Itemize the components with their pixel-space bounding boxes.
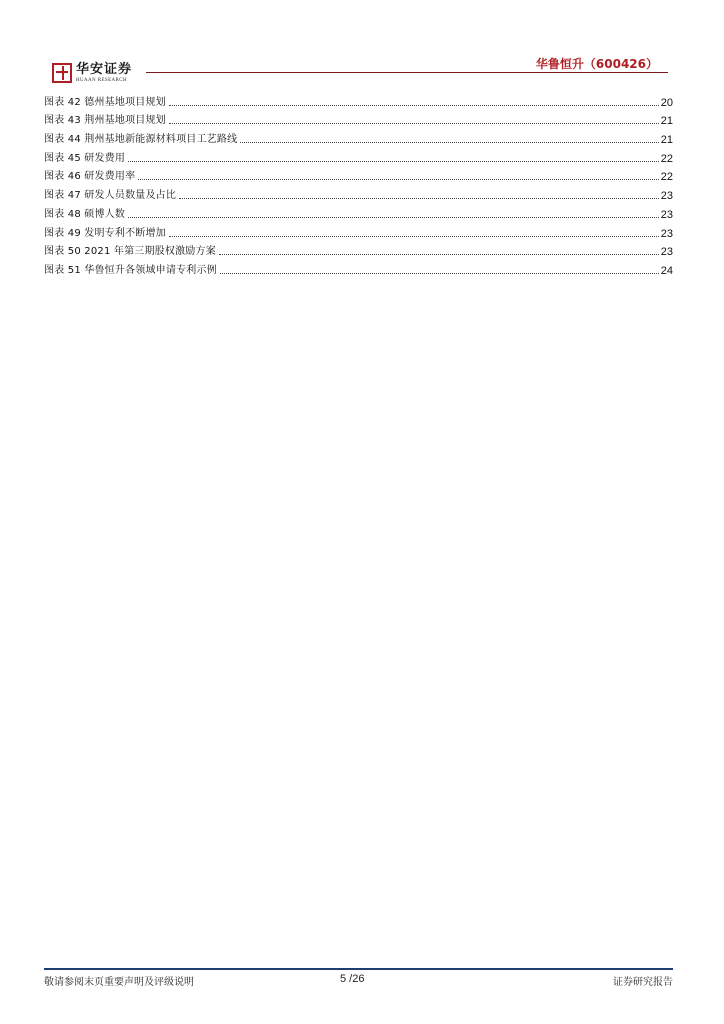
toc-label: 图表 44 荆州基地新能源材料项目工艺路线 <box>44 134 238 146</box>
figure-list <box>44 90 673 277</box>
logo-seal-icon <box>52 63 72 83</box>
toc-page: 22 <box>660 152 673 165</box>
page-footer <box>44 973 673 989</box>
toc-leader <box>219 253 659 255</box>
header-divider <box>146 72 668 73</box>
toc-page: 22 <box>660 171 673 184</box>
toc-row[interactable] <box>44 109 673 128</box>
logo-name-en: HUAAN RESEARCH <box>76 78 128 83</box>
toc-leader <box>128 216 659 218</box>
toc-row[interactable] <box>44 202 673 221</box>
toc-leader <box>240 141 658 143</box>
company-stock-code: 华鲁恒升（600426） <box>535 57 658 71</box>
toc-leader <box>169 122 659 124</box>
footer-disclaimer: 敬请参阅末页重要声明及评级说明 <box>44 977 194 988</box>
toc-page: 23 <box>660 208 673 221</box>
toc-row[interactable] <box>44 90 673 109</box>
toc-row[interactable] <box>44 221 673 240</box>
toc-page: 24 <box>660 264 673 277</box>
toc-page: 23 <box>660 246 673 259</box>
toc-page: 23 <box>660 190 673 203</box>
toc-page: 21 <box>660 134 673 147</box>
toc-label: 图表 43 荆州基地项目规划 <box>44 115 166 127</box>
toc-row[interactable] <box>44 146 673 165</box>
toc-leader <box>138 178 658 180</box>
toc-label: 图表 50 2021 年第三期股权激励方案 <box>44 246 216 258</box>
logo-text <box>76 63 132 83</box>
toc-label: 图表 42 德州基地项目规划 <box>44 96 166 108</box>
toc-row[interactable] <box>44 183 673 202</box>
toc-leader <box>169 104 659 106</box>
toc-row[interactable] <box>44 165 673 184</box>
company-logo <box>52 61 144 85</box>
toc-label: 图表 48 硕博人数 <box>44 208 126 220</box>
toc-leader <box>128 160 659 162</box>
toc-page: 21 <box>660 115 673 128</box>
toc-leader <box>179 197 659 199</box>
toc-page: 20 <box>660 96 673 109</box>
report-type: 证券研究报告 <box>613 977 673 988</box>
toc-label: 图表 47 研发人员数量及占比 <box>44 190 177 202</box>
toc-label: 图表 46 研发费用率 <box>44 171 136 183</box>
footer-divider <box>44 968 673 970</box>
toc-label: 图表 49 发明专利不断增加 <box>44 227 166 239</box>
toc-label: 图表 45 研发费用 <box>44 152 126 164</box>
page-header <box>0 0 724 90</box>
toc-leader <box>220 272 659 274</box>
toc-page: 23 <box>660 227 673 240</box>
toc-label: 图表 51 华鲁恒升各领域申请专利示例 <box>44 264 217 276</box>
toc-row[interactable] <box>44 240 673 259</box>
logo-name-cn: 华安证券 <box>76 62 133 77</box>
toc-leader <box>169 235 659 237</box>
toc-row[interactable] <box>44 127 673 146</box>
toc-row[interactable] <box>44 258 673 277</box>
page-number: 5 /26 <box>340 973 365 985</box>
